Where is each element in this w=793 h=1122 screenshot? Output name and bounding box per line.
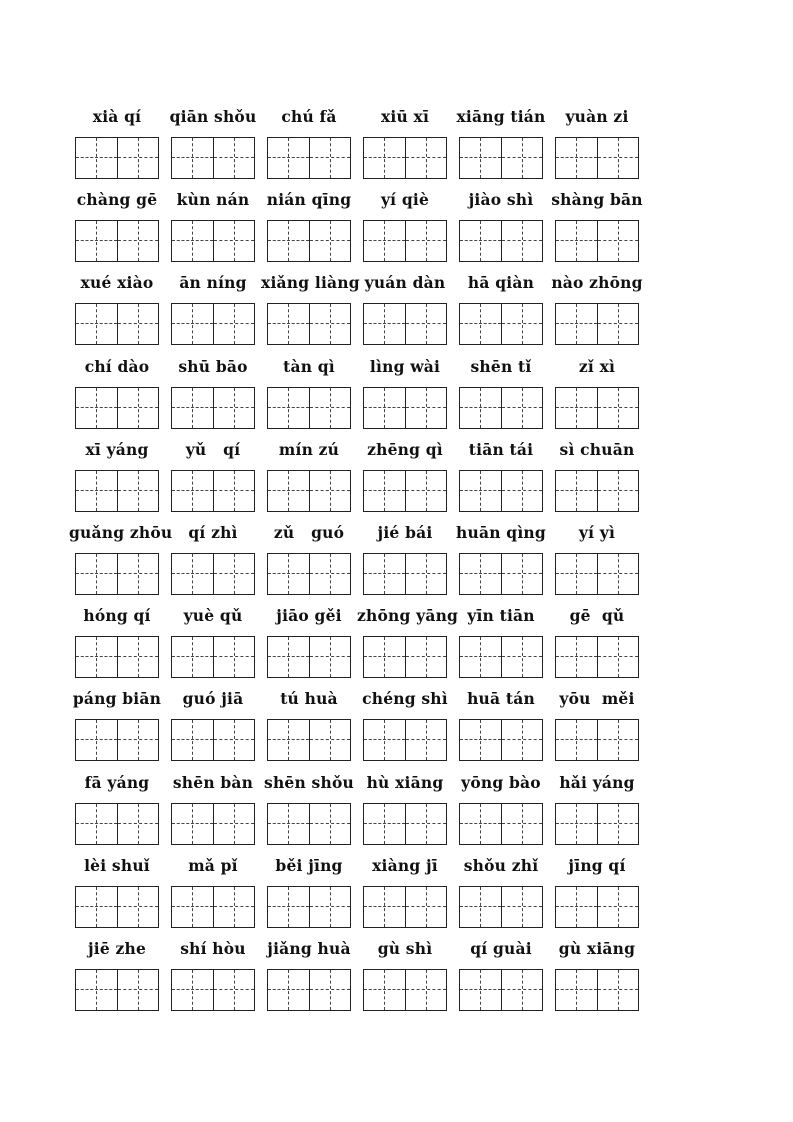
tianzige-cell[interactable]: [268, 887, 309, 927]
tianzige-cell[interactable]: [364, 304, 405, 344]
pinyin-label: mín zú: [278, 439, 340, 459]
writing-grid[interactable]: [363, 969, 447, 1011]
tianzige-cell[interactable]: [76, 388, 117, 428]
tianzige-cell[interactable]: [76, 720, 117, 760]
pinyin-label: qiān shǒu: [169, 107, 257, 126]
tianzige-cell[interactable]: [460, 804, 501, 844]
tianzige-cell[interactable]: [556, 804, 597, 844]
tianzige-cell[interactable]: [309, 388, 350, 428]
tianzige-cell[interactable]: [597, 720, 638, 760]
tianzige-cell[interactable]: [76, 970, 117, 1010]
tianzige-cell[interactable]: [460, 471, 501, 511]
writing-grid[interactable]: [267, 387, 351, 429]
tianzige-cell[interactable]: [501, 138, 542, 178]
tianzige-cell[interactable]: [309, 304, 350, 344]
tianzige-cell[interactable]: [172, 804, 213, 844]
writing-grid[interactable]: [459, 387, 543, 429]
pinyin-label: kùn nán: [176, 190, 250, 210]
pinyin-label: yí qiè: [380, 190, 430, 210]
pinyin-label: jiē zhe: [87, 939, 147, 958]
tianzige-cell[interactable]: [556, 304, 597, 344]
writing-grid[interactable]: [75, 553, 159, 595]
tianzige-cell[interactable]: [172, 138, 213, 178]
writing-grid[interactable]: [267, 719, 351, 761]
tianzige-cell[interactable]: [76, 221, 117, 261]
tianzige-cell[interactable]: [364, 221, 405, 261]
pinyin-label: yuàn zi: [565, 107, 629, 126]
tianzige-cell[interactable]: [556, 887, 597, 927]
pinyin-label: yuán dàn: [364, 273, 446, 293]
writing-grid[interactable]: [459, 137, 543, 179]
tianzige-cell[interactable]: [172, 637, 213, 677]
pinyin-label: huān qìng: [456, 523, 546, 542]
writing-grid[interactable]: [75, 470, 159, 512]
tianzige-cell[interactable]: [213, 138, 254, 178]
writing-grid[interactable]: [363, 886, 447, 928]
tianzige-cell[interactable]: [172, 388, 213, 428]
writing-grid[interactable]: [75, 719, 159, 761]
pinyin-label: chàng gē: [76, 190, 158, 210]
writing-grid[interactable]: [75, 803, 159, 845]
tianzige-cell[interactable]: [309, 221, 350, 261]
tianzige-cell[interactable]: [309, 720, 350, 760]
tianzige-cell[interactable]: [268, 471, 309, 511]
tianzige-cell[interactable]: [405, 970, 446, 1010]
tianzige-cell[interactable]: [556, 720, 597, 760]
writing-grid[interactable]: [555, 969, 639, 1011]
pinyin-label: sì chuān: [559, 439, 635, 459]
tianzige-cell[interactable]: [556, 221, 597, 261]
writing-grid[interactable]: [555, 470, 639, 512]
tianzige-cell[interactable]: [556, 554, 597, 594]
writing-grid[interactable]: [171, 387, 255, 429]
pinyin-label: xué xiào: [80, 273, 154, 293]
tianzige-cell[interactable]: [405, 887, 446, 927]
tianzige-cell[interactable]: [460, 388, 501, 428]
pinyin-label: chí dào: [84, 356, 150, 376]
pinyin-label: gù xiāng: [558, 939, 636, 958]
tianzige-cell[interactable]: [309, 471, 350, 511]
tianzige-cell[interactable]: [268, 970, 309, 1010]
writing-grid[interactable]: [267, 220, 351, 262]
writing-grid[interactable]: [171, 803, 255, 845]
tianzige-cell[interactable]: [117, 637, 158, 677]
tianzige-cell[interactable]: [213, 471, 254, 511]
writing-grid[interactable]: [171, 719, 255, 761]
writing-grid[interactable]: [459, 220, 543, 262]
tianzige-cell[interactable]: [364, 138, 405, 178]
pinyin-label: guǎng zhōu: [69, 523, 173, 542]
pinyin-label: shū bāo: [178, 356, 248, 376]
tianzige-cell[interactable]: [460, 970, 501, 1010]
tianzige-cell[interactable]: [117, 221, 158, 261]
pinyin-label: shí hòu: [180, 939, 246, 958]
writing-grid[interactable]: [459, 636, 543, 678]
tianzige-cell[interactable]: [268, 720, 309, 760]
writing-grid[interactable]: [363, 636, 447, 678]
tianzige-cell[interactable]: [364, 554, 405, 594]
tianzige-cell[interactable]: [172, 304, 213, 344]
pinyin-label: chú fǎ: [281, 107, 337, 126]
pinyin-label: nào zhōng: [551, 273, 643, 293]
pinyin-label: yí yì: [578, 523, 616, 542]
writing-grid[interactable]: [363, 470, 447, 512]
writing-grid[interactable]: [171, 886, 255, 928]
tianzige-cell[interactable]: [117, 804, 158, 844]
tianzige-cell[interactable]: [597, 221, 638, 261]
pinyin-label: zhēng qì: [367, 439, 443, 459]
pinyin-label: hù xiāng: [366, 772, 444, 792]
tianzige-cell[interactable]: [597, 804, 638, 844]
tianzige-cell[interactable]: [309, 554, 350, 594]
tianzige-cell[interactable]: [501, 388, 542, 428]
tianzige-cell[interactable]: [76, 138, 117, 178]
pinyin-label: yīn tiān: [467, 606, 535, 626]
tianzige-cell[interactable]: [556, 138, 597, 178]
writing-grid[interactable]: [267, 886, 351, 928]
pinyin-label: huā tán: [467, 689, 535, 709]
tianzige-cell[interactable]: [117, 720, 158, 760]
tianzige-cell[interactable]: [405, 804, 446, 844]
tianzige-cell[interactable]: [117, 887, 158, 927]
tianzige-cell[interactable]: [213, 554, 254, 594]
pinyin-label: gē qǔ: [569, 606, 625, 626]
tianzige-cell[interactable]: [501, 221, 542, 261]
writing-grid[interactable]: [267, 303, 351, 345]
tianzige-cell[interactable]: [117, 138, 158, 178]
tianzige-cell[interactable]: [172, 887, 213, 927]
pinyin-label: tú huà: [280, 689, 338, 709]
pinyin-label: ān níng: [179, 273, 247, 293]
tianzige-cell[interactable]: [309, 970, 350, 1010]
pinyin-label: jiào shì: [468, 190, 534, 210]
pinyin-label: fā yáng: [84, 772, 150, 792]
tianzige-cell[interactable]: [597, 887, 638, 927]
writing-grid[interactable]: [555, 636, 639, 678]
tianzige-cell[interactable]: [76, 804, 117, 844]
tianzige-cell[interactable]: [405, 554, 446, 594]
pinyin-label: yǔ qí: [185, 439, 241, 459]
writing-grid[interactable]: [171, 470, 255, 512]
tianzige-cell[interactable]: [405, 221, 446, 261]
pinyin-label: jiǎng huà: [267, 939, 351, 958]
tianzige-cell[interactable]: [117, 471, 158, 511]
tianzige-cell[interactable]: [501, 720, 542, 760]
pinyin-label: nián qīng: [266, 190, 352, 210]
tianzige-cell[interactable]: [172, 554, 213, 594]
tianzige-cell[interactable]: [460, 887, 501, 927]
pinyin-label: jīng qí: [568, 855, 626, 875]
writing-grid[interactable]: [171, 969, 255, 1011]
tianzige-cell[interactable]: [405, 471, 446, 511]
tianzige-cell[interactable]: [556, 970, 597, 1010]
tianzige-cell[interactable]: [213, 804, 254, 844]
pinyin-label: shēn tǐ: [470, 356, 532, 376]
tianzige-cell[interactable]: [213, 970, 254, 1010]
tianzige-cell[interactable]: [364, 637, 405, 677]
tianzige-cell[interactable]: [117, 388, 158, 428]
writing-grid[interactable]: [75, 220, 159, 262]
writing-grid[interactable]: [171, 636, 255, 678]
pinyin-label: guó jiā: [182, 689, 244, 709]
tianzige-cell[interactable]: [213, 637, 254, 677]
writing-grid[interactable]: [75, 137, 159, 179]
writing-grid[interactable]: [75, 886, 159, 928]
tianzige-cell[interactable]: [556, 388, 597, 428]
tianzige-cell[interactable]: [213, 887, 254, 927]
writing-grid[interactable]: [459, 303, 543, 345]
writing-grid[interactable]: [459, 553, 543, 595]
pinyin-label: qí zhì: [188, 523, 238, 542]
writing-grid[interactable]: [363, 719, 447, 761]
tianzige-cell[interactable]: [597, 388, 638, 428]
pinyin-label: jiāo gěi: [276, 606, 342, 626]
tianzige-cell[interactable]: [364, 720, 405, 760]
tianzige-cell[interactable]: [597, 304, 638, 344]
writing-grid[interactable]: [459, 719, 543, 761]
tianzige-cell[interactable]: [172, 221, 213, 261]
writing-grid[interactable]: [459, 886, 543, 928]
writing-grid[interactable]: [267, 803, 351, 845]
tianzige-cell[interactable]: [501, 804, 542, 844]
tianzige-cell[interactable]: [501, 637, 542, 677]
writing-grid[interactable]: [459, 470, 543, 512]
writing-grid[interactable]: [555, 387, 639, 429]
writing-grid[interactable]: [363, 387, 447, 429]
tianzige-cell[interactable]: [309, 887, 350, 927]
tianzige-cell[interactable]: [405, 720, 446, 760]
pinyin-label: shàng bān: [551, 190, 643, 210]
pinyin-label: xiāng tián: [456, 107, 546, 126]
tianzige-cell[interactable]: [460, 720, 501, 760]
tianzige-cell[interactable]: [364, 388, 405, 428]
pinyin-label: shǒu zhǐ: [463, 855, 539, 875]
tianzige-cell[interactable]: [501, 304, 542, 344]
tianzige-cell[interactable]: [76, 554, 117, 594]
tianzige-cell[interactable]: [268, 138, 309, 178]
writing-grid[interactable]: [75, 387, 159, 429]
tianzige-cell[interactable]: [172, 970, 213, 1010]
pinyin-label: yuè qǔ: [183, 606, 243, 626]
writing-grid[interactable]: [555, 303, 639, 345]
writing-grid[interactable]: [267, 470, 351, 512]
pinyin-label: gù shì: [377, 939, 433, 958]
pinyin-label: xī yáng: [85, 439, 149, 459]
tianzige-cell[interactable]: [213, 388, 254, 428]
writing-grid[interactable]: [363, 220, 447, 262]
writing-grid[interactable]: [171, 553, 255, 595]
tianzige-cell[interactable]: [309, 138, 350, 178]
pinyin-label: tiān tái: [468, 439, 534, 459]
tianzige-cell[interactable]: [76, 887, 117, 927]
writing-grid[interactable]: [555, 803, 639, 845]
writing-grid[interactable]: [555, 220, 639, 262]
tianzige-cell[interactable]: [76, 304, 117, 344]
pinyin-label: páng biān: [72, 689, 162, 709]
tianzige-cell[interactable]: [268, 304, 309, 344]
tianzige-cell[interactable]: [268, 637, 309, 677]
tianzige-cell[interactable]: [460, 221, 501, 261]
pinyin-label: tàn qì: [283, 356, 335, 376]
pinyin-label: xià qí: [92, 107, 142, 126]
tianzige-cell[interactable]: [597, 138, 638, 178]
writing-grid[interactable]: [459, 969, 543, 1011]
tianzige-cell[interactable]: [501, 970, 542, 1010]
tianzige-cell[interactable]: [76, 637, 117, 677]
pinyin-label: zǔ guó: [273, 523, 345, 542]
pinyin-label: xiàng jī: [372, 855, 438, 875]
writing-grid[interactable]: [267, 553, 351, 595]
tianzige-cell[interactable]: [556, 471, 597, 511]
writing-grid[interactable]: [75, 636, 159, 678]
pinyin-label: lèi shuǐ: [84, 855, 150, 875]
tianzige-cell[interactable]: [213, 720, 254, 760]
writing-grid[interactable]: [363, 803, 447, 845]
writing-grid[interactable]: [75, 303, 159, 345]
tianzige-cell[interactable]: [460, 304, 501, 344]
tianzige-cell[interactable]: [117, 554, 158, 594]
tianzige-cell[interactable]: [268, 804, 309, 844]
pinyin-label: zhōng yāng: [357, 606, 459, 626]
tianzige-cell[interactable]: [460, 554, 501, 594]
tianzige-cell[interactable]: [597, 554, 638, 594]
tianzige-cell[interactable]: [405, 138, 446, 178]
tianzige-cell[interactable]: [405, 388, 446, 428]
tianzige-cell[interactable]: [268, 388, 309, 428]
pinyin-label: qí guài: [470, 939, 532, 958]
tianzige-cell[interactable]: [597, 637, 638, 677]
pinyin-label: hā qiàn: [467, 273, 535, 293]
tianzige-cell[interactable]: [460, 138, 501, 178]
tianzige-cell[interactable]: [501, 471, 542, 511]
tianzige-cell[interactable]: [213, 304, 254, 344]
pinyin-label: jié bái: [377, 523, 433, 542]
writing-grid[interactable]: [171, 303, 255, 345]
pinyin-label: běi jīng: [275, 855, 343, 875]
writing-grid[interactable]: [555, 719, 639, 761]
writing-grid[interactable]: [555, 886, 639, 928]
writing-grid[interactable]: [171, 137, 255, 179]
tianzige-cell[interactable]: [556, 637, 597, 677]
pinyin-label: lìng wài: [369, 356, 441, 376]
tianzige-cell[interactable]: [405, 304, 446, 344]
tianzige-cell[interactable]: [405, 637, 446, 677]
writing-grid[interactable]: [171, 220, 255, 262]
tianzige-cell[interactable]: [117, 970, 158, 1010]
pinyin-label: hóng qí: [83, 606, 151, 626]
tianzige-cell[interactable]: [117, 304, 158, 344]
tianzige-cell[interactable]: [501, 887, 542, 927]
writing-grid[interactable]: [555, 137, 639, 179]
pinyin-label: shēn bàn: [172, 772, 254, 792]
writing-grid[interactable]: [267, 636, 351, 678]
writing-grid[interactable]: [459, 803, 543, 845]
tianzige-cell[interactable]: [460, 637, 501, 677]
pinyin-label: shēn shǒu: [264, 772, 354, 792]
tianzige-cell[interactable]: [172, 471, 213, 511]
writing-grid[interactable]: [75, 969, 159, 1011]
writing-grid[interactable]: [267, 137, 351, 179]
tianzige-cell[interactable]: [268, 554, 309, 594]
tianzige-cell[interactable]: [309, 637, 350, 677]
pinyin-label: yōng bào: [461, 772, 541, 792]
writing-grid[interactable]: [363, 137, 447, 179]
pinyin-label: xiǎng liàng: [261, 273, 360, 293]
tianzige-cell[interactable]: [309, 804, 350, 844]
pinyin-label: zǐ xì: [578, 356, 616, 376]
pinyin-label: chéng shì: [362, 689, 448, 709]
pinyin-label: xiū xī: [380, 107, 430, 126]
tianzige-cell[interactable]: [501, 554, 542, 594]
tianzige-cell[interactable]: [597, 471, 638, 511]
pinyin-label: hǎi yáng: [559, 772, 635, 792]
tianzige-cell[interactable]: [364, 804, 405, 844]
tianzige-cell[interactable]: [76, 471, 117, 511]
tianzige-cell[interactable]: [172, 720, 213, 760]
tianzige-cell[interactable]: [364, 970, 405, 1010]
writing-grid[interactable]: [267, 969, 351, 1011]
tianzige-cell[interactable]: [597, 970, 638, 1010]
writing-grid[interactable]: [555, 553, 639, 595]
writing-grid[interactable]: [363, 553, 447, 595]
tianzige-cell[interactable]: [364, 887, 405, 927]
pinyin-label: yōu měi: [559, 689, 635, 709]
pinyin-label: mǎ pǐ: [188, 855, 238, 875]
tianzige-cell[interactable]: [364, 471, 405, 511]
tianzige-cell[interactable]: [268, 221, 309, 261]
tianzige-cell[interactable]: [213, 221, 254, 261]
writing-grid[interactable]: [363, 303, 447, 345]
